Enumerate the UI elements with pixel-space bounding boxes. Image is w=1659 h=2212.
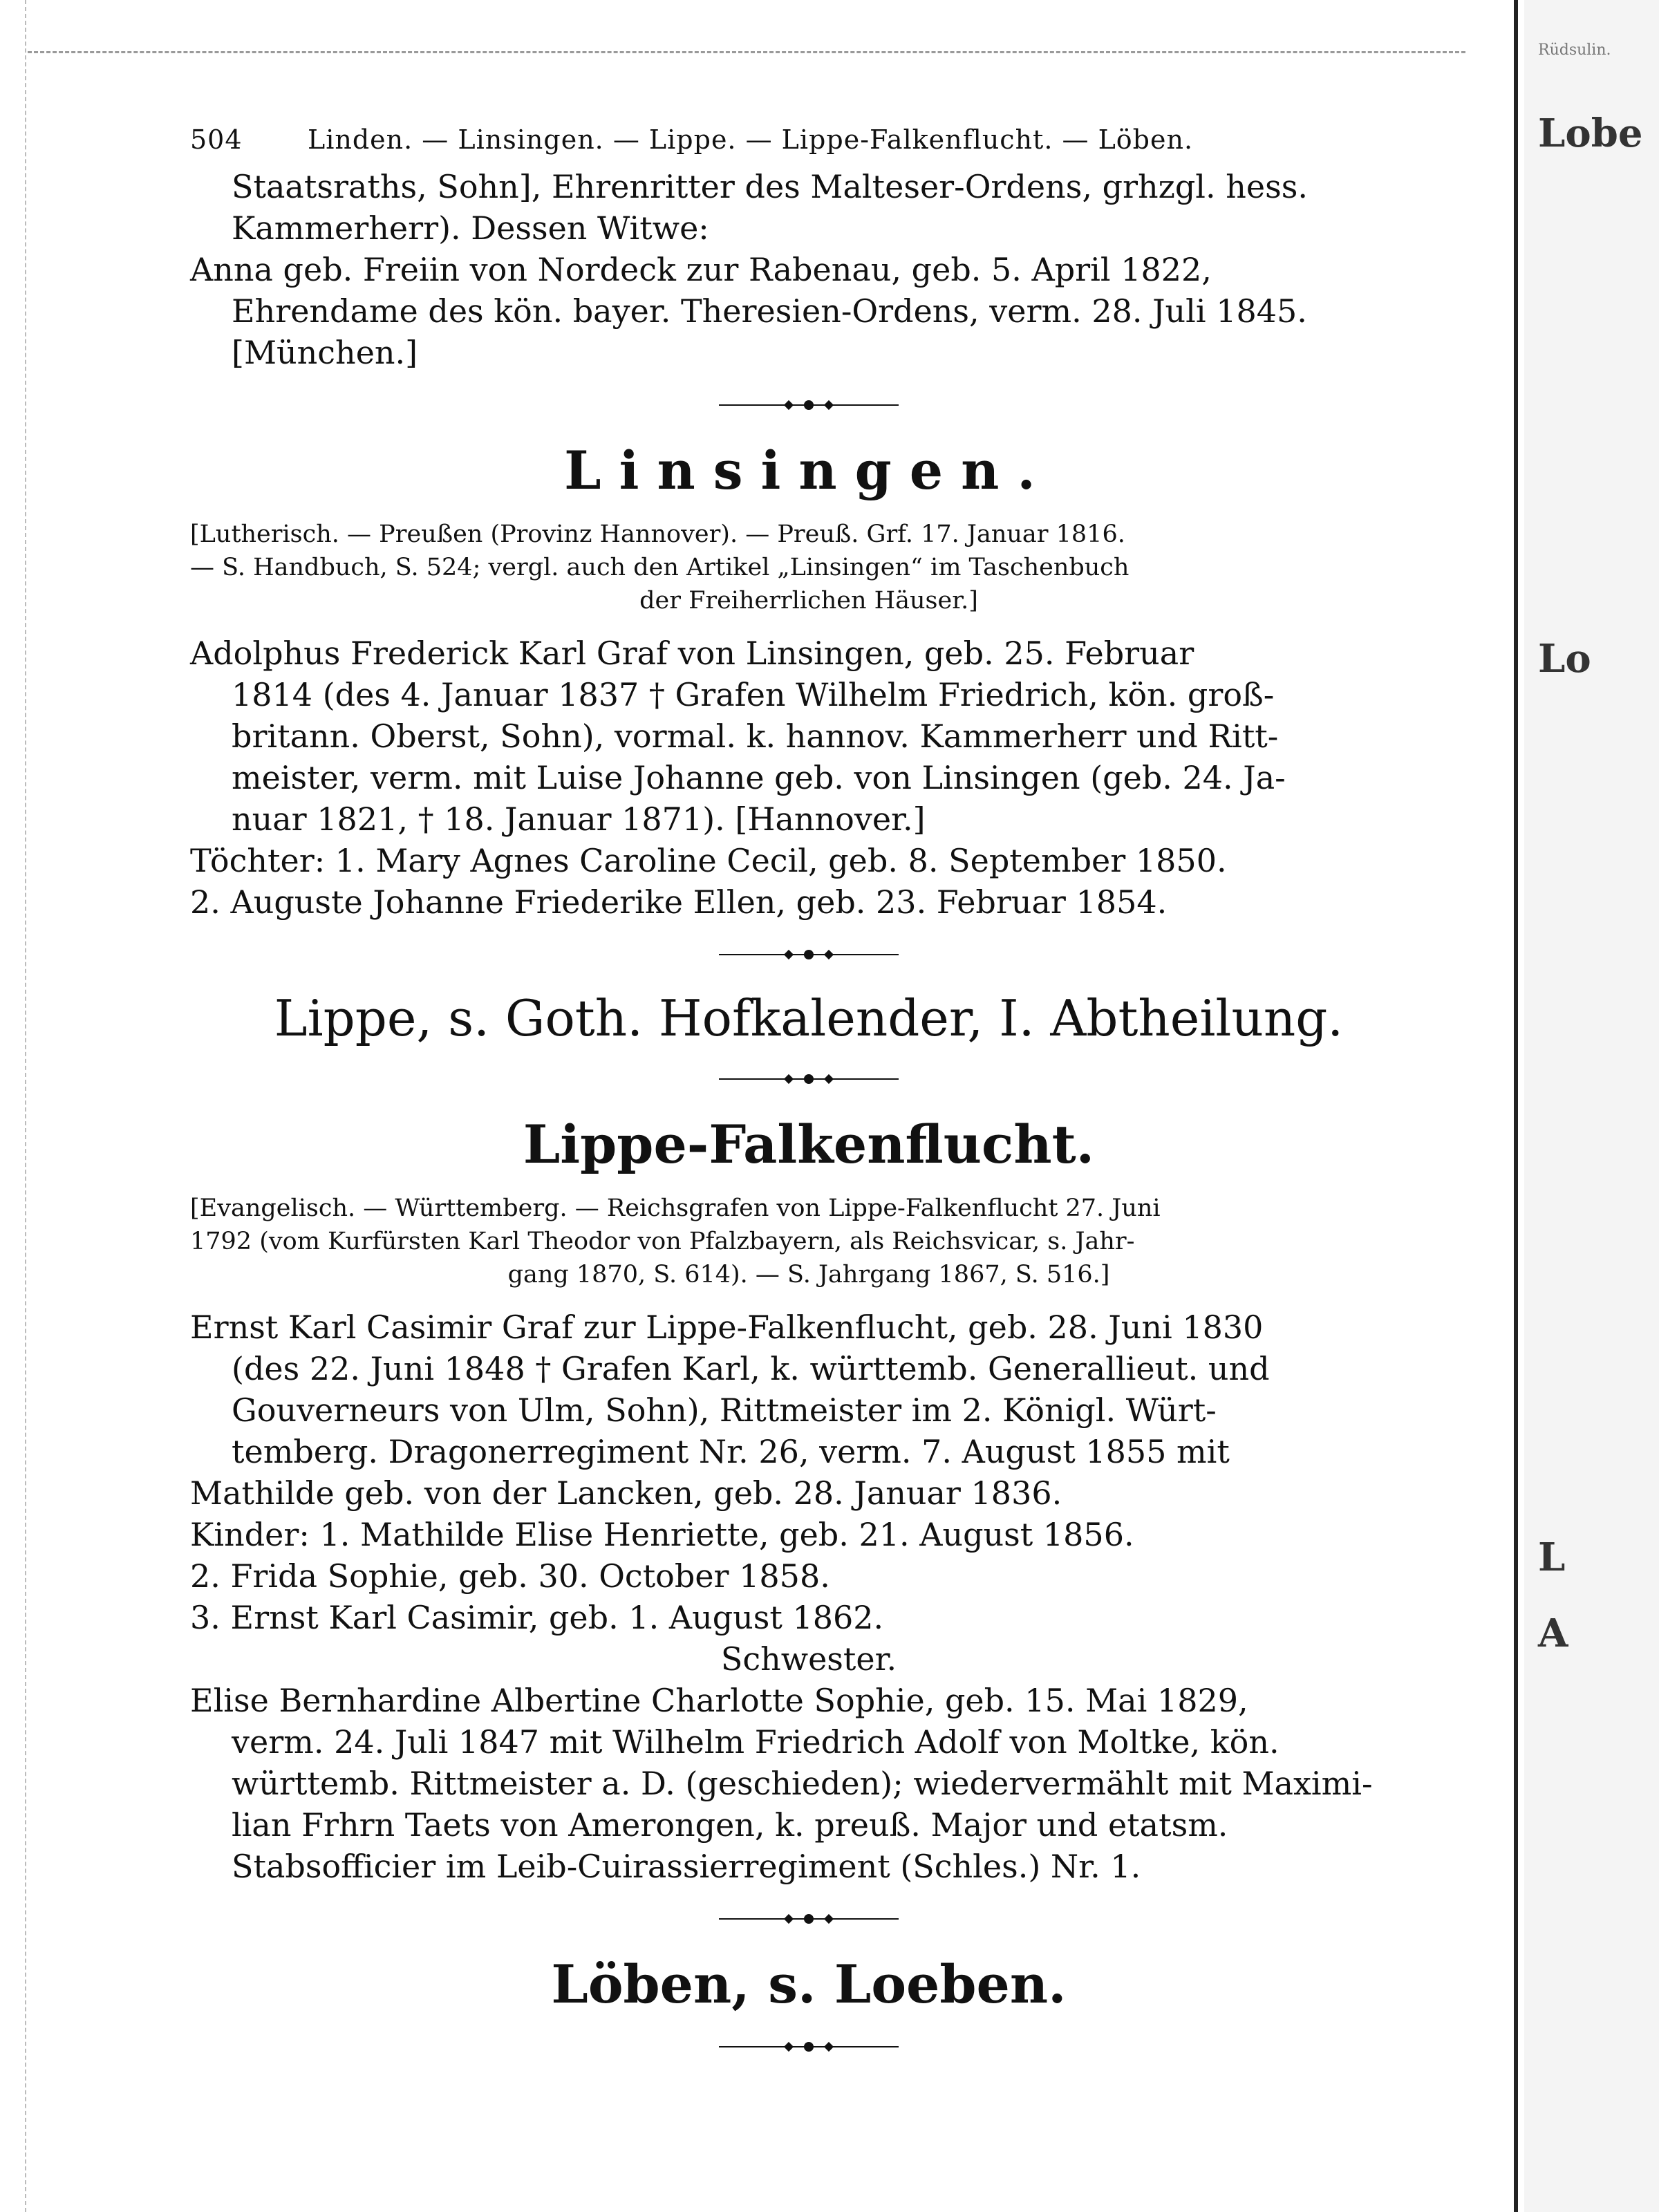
text-line: britann. Oberst, Sohn), vormal. k. hannov. Kammerherr und Ritt- (232, 718, 1279, 755)
text-line: (des 22. Juni 1848 † Grafen Karl, k. württemb. Generallieut. und (232, 1350, 1270, 1387)
adjacent-page-fragment: L (1538, 1535, 1566, 1580)
text-line: Stabsofficier im Leib-Cuirassierregiment (Schles.) Nr. 1. (232, 1848, 1141, 1885)
book-gutter (1514, 0, 1518, 2212)
text-line: [München.] (232, 334, 418, 371)
text-line: württemb. Rittmeister a. D. (geschieden); wiedervermählt mit Maximi- (232, 1765, 1373, 1802)
adjacent-page-strip (1524, 0, 1659, 2212)
section-divider (719, 2040, 899, 2054)
text-line: Anna geb. Freiin von Nordeck zur Rabenau, geb. 5. April 1822, (190, 251, 1212, 288)
page-edge-top (28, 51, 1465, 53)
bracket-note-line: [Lutherisch. — Preußen (Provinz Hannover). — Preuß. Grf. 17. Januar 1816. (190, 521, 1125, 548)
running-head-text: Linden. — Linsingen. — Lippe. — Lippe-Falkenflucht. — Löben. (308, 124, 1194, 155)
bracket-note-line: der Freiherrlichen Häuser.] (639, 587, 978, 615)
section-lippe (190, 989, 1427, 1047)
text-line: Ehrendame des kön. bayer. Theresien-Ordens, verm. 28. Juli 1845. (232, 292, 1307, 330)
text-line: Töchter: 1. Mary Agnes Caroline Cecil, geb. 8. September 1850. (190, 842, 1227, 879)
text-line: lian Frhrn Taets von Amerongen, k. preuß. Major und etatsm. (232, 1806, 1228, 1844)
text-line: Kammerherr). Dessen Witwe: (232, 209, 709, 247)
text-line: Staatsraths, Sohn], Ehrenritter des Malteser-Ordens, grhzgl. hess. (232, 168, 1308, 205)
page-edge-left (0, 0, 26, 2212)
text-line: nuar 1821, † 18. Januar 1871). [Hannover.] (232, 800, 926, 838)
text-line: verm. 24. Juli 1847 mit Wilhelm Friedrich Adolf von Moltke, kön. (232, 1723, 1280, 1761)
adjacent-page-fragment: A (1538, 1611, 1568, 1656)
adjacent-page-fragment: Rüdsulin. (1538, 41, 1611, 59)
bracket-note-line: 1792 (vom Kurfürsten Karl Theodor von Pfalzbayern, als Reichsvicar, s. Jahr- (190, 1228, 1135, 1255)
section-divider (719, 398, 899, 412)
section-divider (719, 1072, 899, 1086)
text-line: 2. Auguste Johanne Friederike Ellen, geb. 23. Februar 1854. (190, 883, 1168, 921)
text-line: Mathilde geb. von der Lancken, geb. 28. Januar 1836. (190, 1474, 1062, 1512)
linden-entry-tail (190, 166, 1427, 373)
text-line: 2. Frida Sophie, geb. 30. October 1858. (190, 1557, 830, 1595)
section-title: Lippe, s. Goth. Hofkalender, I. Abtheilung. (274, 989, 1344, 1047)
adjacent-page-fragment: Lobe (1538, 111, 1643, 156)
text-line: Adolphus Frederick Karl Graf von Linsingen, geb. 25. Februar (190, 635, 1194, 672)
section-divider (719, 948, 899, 962)
text-line: Kinder: 1. Mathilde Elise Henriette, geb. 21. August 1856. (190, 1516, 1134, 1553)
running-head (190, 118, 1427, 166)
text-line: 3. Ernst Karl Casimir, geb. 1. August 1862. (190, 1599, 884, 1636)
page-number: 504 (190, 124, 243, 155)
text-line: Elise Bernhardine Albertine Charlotte Sophie, geb. 15. Mai 1829, (190, 1682, 1248, 1719)
subheading-sister: Schwester. (720, 1640, 897, 1678)
section-title: Linsingen. (564, 440, 1053, 501)
bracket-note-line: [Evangelisch. — Württemberg. — Reichsgrafen von Lippe-Falkenflucht 27. Juni (190, 1194, 1161, 1222)
section-divider (719, 1912, 899, 1926)
section-loeben (190, 1953, 1427, 2015)
section-linsingen (190, 440, 1427, 923)
text-line: 1814 (des 4. Januar 1837 † Grafen Wilhelm Friedrich, kön. groß- (232, 676, 1275, 713)
page-content (190, 118, 1427, 2081)
section-title: Lippe-Falkenflucht. (523, 1114, 1095, 1175)
bracket-note-line: — S. Handbuch, S. 524; vergl. auch den Artikel „Linsingen“ im Taschenbuch (190, 554, 1130, 581)
adjacent-page-fragment: Lo (1538, 636, 1591, 682)
section-title: Löben, s. Loeben. (551, 1953, 1067, 2015)
text-line: Ernst Karl Casimir Graf zur Lippe-Falkenflucht, geb. 28. Juni 1830 (190, 1309, 1264, 1346)
text-line: meister, verm. mit Luise Johanne geb. von Linsingen (geb. 24. Ja- (232, 759, 1286, 796)
bracket-note-line: gang 1870, S. 614). — S. Jahrgang 1867, S. 516.] (507, 1261, 1110, 1288)
text-line: temberg. Dragonerregiment Nr. 26, verm. 7. August 1855 mit (232, 1433, 1230, 1470)
text-line: Gouverneurs von Ulm, Sohn), Rittmeister im 2. Königl. Würt- (232, 1391, 1217, 1429)
section-lippe-falkenflucht (190, 1114, 1427, 1887)
